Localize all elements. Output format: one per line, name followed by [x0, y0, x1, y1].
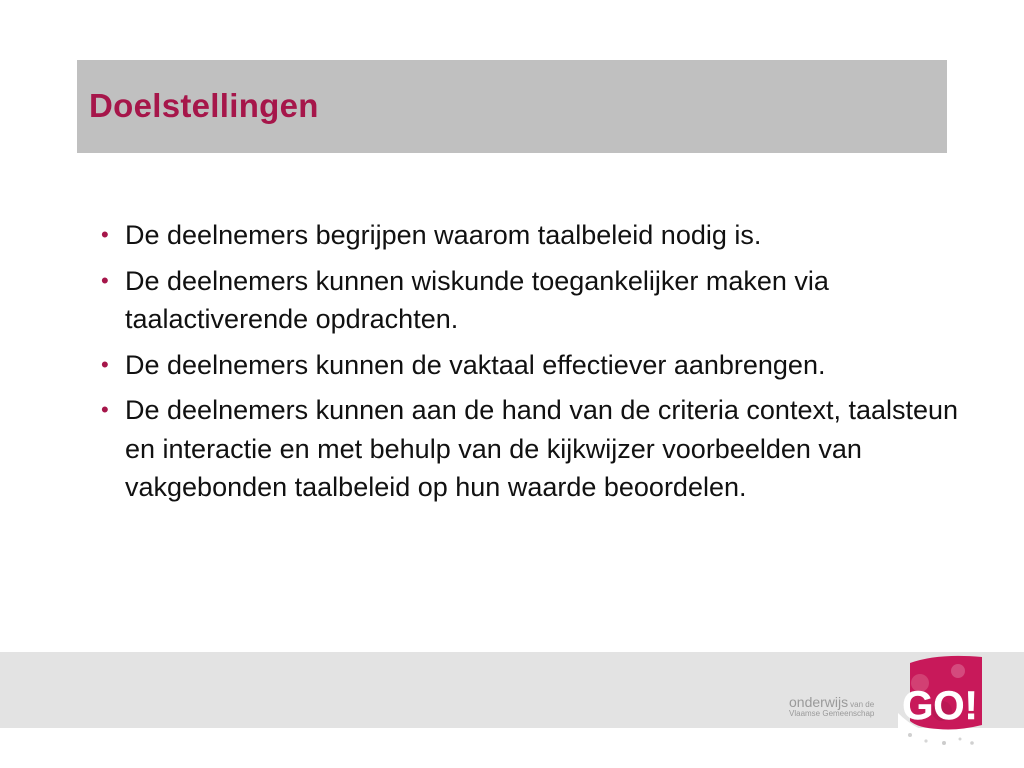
go-logo-icon	[898, 651, 984, 747]
organisation-line-1	[789, 695, 899, 709]
slide-title: Doelstellingen	[89, 87, 319, 124]
bullet-icon: •	[101, 397, 109, 422]
organisation-small-text: van de	[850, 700, 875, 709]
objective-text: De deelnemers kunnen de vaktaal effectiever aanbrengen.	[125, 349, 826, 380]
objective-text: De deelnemers kunnen wiskunde toegankelijker maken via taalactiverende opdrachten.	[125, 265, 829, 334]
objective-item	[101, 391, 961, 507]
organisation-name	[789, 695, 899, 718]
organisation-word: onderwijs	[789, 694, 849, 710]
logo-text: GO!	[902, 684, 978, 728]
bullet-icon: •	[101, 222, 109, 247]
title-band	[77, 60, 947, 153]
organisation-line-2: Vlaamse Gemeenschap	[789, 709, 875, 718]
objective-item	[101, 262, 961, 339]
bullet-icon: •	[101, 351, 109, 377]
objective-text: De deelnemers begrijpen waarom taalbeleid nodig is.	[125, 220, 762, 250]
bullet-icon: •	[101, 267, 109, 293]
objective-text: De deelnemers kunnen aan de hand van de criteria context, taalsteun en interactie en met behulp van de kijkwijzer voorbeelden van vakgebonden taalbeleid op hun waarde beoordelen.	[125, 395, 959, 502]
objective-item	[101, 216, 961, 255]
objective-item	[101, 346, 961, 385]
objectives-list	[101, 216, 961, 514]
